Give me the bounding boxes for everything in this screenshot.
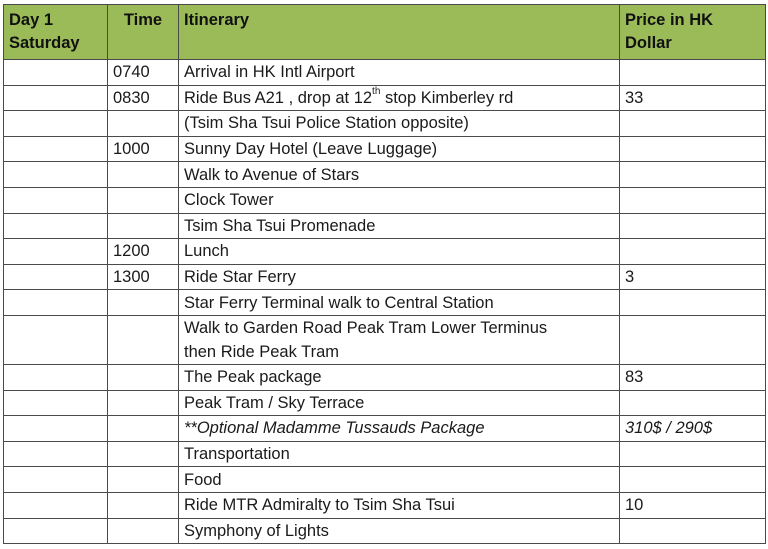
day-cell — [4, 60, 108, 86]
price-cell — [620, 60, 766, 86]
header-row — [4, 5, 766, 60]
itinerary-text-pre: Ride Bus A21 , drop at 12 — [184, 88, 373, 107]
price-cell — [620, 290, 766, 316]
day-cell — [4, 390, 108, 416]
itinerary-cell: Ride Star Ferry — [179, 264, 620, 290]
price-cell — [620, 390, 766, 416]
time-cell — [108, 441, 179, 467]
price-cell: 33 — [620, 85, 766, 111]
table-row — [4, 364, 766, 390]
table-row — [4, 315, 766, 364]
itinerary-cell: The Peak package — [179, 364, 620, 390]
table-row — [4, 85, 766, 111]
table-row — [4, 60, 766, 86]
day-cell — [4, 264, 108, 290]
price-cell — [620, 111, 766, 137]
price-cell — [620, 187, 766, 213]
day-cell — [4, 518, 108, 544]
day-cell — [4, 239, 108, 265]
day-cell — [4, 364, 108, 390]
time-cell — [108, 162, 179, 188]
header-price — [620, 5, 766, 60]
itinerary-cell: Sunny Day Hotel (Leave Luggage) — [179, 136, 620, 162]
day-cell — [4, 85, 108, 111]
itinerary-cell: Food — [179, 467, 620, 493]
itinerary-cell: Arrival in HK Intl Airport — [179, 60, 620, 86]
table-row — [4, 467, 766, 493]
table-row — [4, 518, 766, 544]
day-cell — [4, 213, 108, 239]
table-row — [4, 264, 766, 290]
time-cell: 1000 — [108, 136, 179, 162]
itinerary-cell: Walk to Avenue of Stars — [179, 162, 620, 188]
header-weekday-label: Saturday — [9, 34, 80, 52]
table-row — [4, 492, 766, 518]
header-time: Time — [108, 5, 179, 60]
day-cell — [4, 416, 108, 442]
price-cell: 3 — [620, 264, 766, 290]
price-cell — [620, 162, 766, 188]
time-cell — [108, 213, 179, 239]
header-day — [4, 5, 108, 60]
itinerary-cell: (Tsim Sha Tsui Police Station opposite) — [179, 111, 620, 137]
time-cell: 1200 — [108, 239, 179, 265]
table-row — [4, 290, 766, 316]
itinerary-cell: Ride MTR Admiralty to Tsim Sha Tsui — [179, 492, 620, 518]
price-cell — [620, 518, 766, 544]
itinerary-cell: Tsim Sha Tsui Promenade — [179, 213, 620, 239]
table-row — [4, 390, 766, 416]
day-cell — [4, 111, 108, 137]
day-cell — [4, 492, 108, 518]
ordinal-suffix: th — [372, 86, 381, 98]
header-day-label: Day 1 — [9, 11, 54, 29]
itinerary-line-2: then Ride Peak Tram — [184, 342, 339, 361]
day-cell — [4, 136, 108, 162]
itinerary-cell: Symphony of Lights — [179, 518, 620, 544]
table-row — [4, 213, 766, 239]
price-cell: 10 — [620, 492, 766, 518]
table-row — [4, 187, 766, 213]
table-row — [4, 441, 766, 467]
time-cell — [108, 518, 179, 544]
time-cell — [108, 390, 179, 416]
price-cell: 83 — [620, 364, 766, 390]
itinerary-cell: Lunch — [179, 239, 620, 265]
header-price-line2: Dollar — [625, 34, 672, 52]
table-row — [4, 162, 766, 188]
itinerary-cell — [179, 315, 620, 364]
table-row — [4, 239, 766, 265]
price-cell — [620, 315, 766, 364]
itinerary-cell: Star Ferry Terminal walk to Central Station — [179, 290, 620, 316]
day-cell — [4, 467, 108, 493]
itinerary-cell: Clock Tower — [179, 187, 620, 213]
price-cell — [620, 467, 766, 493]
time-cell: 1300 — [108, 264, 179, 290]
day-cell — [4, 290, 108, 316]
itinerary-table — [3, 4, 766, 544]
time-cell — [108, 315, 179, 364]
time-cell: 0830 — [108, 85, 179, 111]
price-cell — [620, 213, 766, 239]
day-cell — [4, 441, 108, 467]
time-cell — [108, 416, 179, 442]
itinerary-cell: Peak Tram / Sky Terrace — [179, 390, 620, 416]
itinerary-cell — [179, 85, 620, 111]
itinerary-cell-optional: **Optional Madamme Tussauds Package — [179, 416, 620, 442]
time-cell — [108, 290, 179, 316]
price-cell — [620, 136, 766, 162]
time-cell — [108, 364, 179, 390]
itinerary-line-1: Walk to Garden Road Peak Tram Lower Terminus — [184, 318, 548, 337]
day-cell — [4, 162, 108, 188]
time-cell — [108, 467, 179, 493]
header-itinerary: Itinerary — [179, 5, 620, 60]
time-cell: 0740 — [108, 60, 179, 86]
price-cell — [620, 441, 766, 467]
price-cell-optional: 310$ / 290$ — [620, 416, 766, 442]
time-cell — [108, 187, 179, 213]
table-row — [4, 136, 766, 162]
itinerary-text-post: stop Kimberley rd — [380, 88, 514, 107]
itinerary-cell: Transportation — [179, 441, 620, 467]
day-cell — [4, 187, 108, 213]
time-cell — [108, 111, 179, 137]
price-cell — [620, 239, 766, 265]
time-cell — [108, 492, 179, 518]
table-row — [4, 416, 766, 442]
day-cell — [4, 315, 108, 364]
table-row — [4, 111, 766, 137]
header-price-line1: Price in HK — [625, 11, 714, 29]
